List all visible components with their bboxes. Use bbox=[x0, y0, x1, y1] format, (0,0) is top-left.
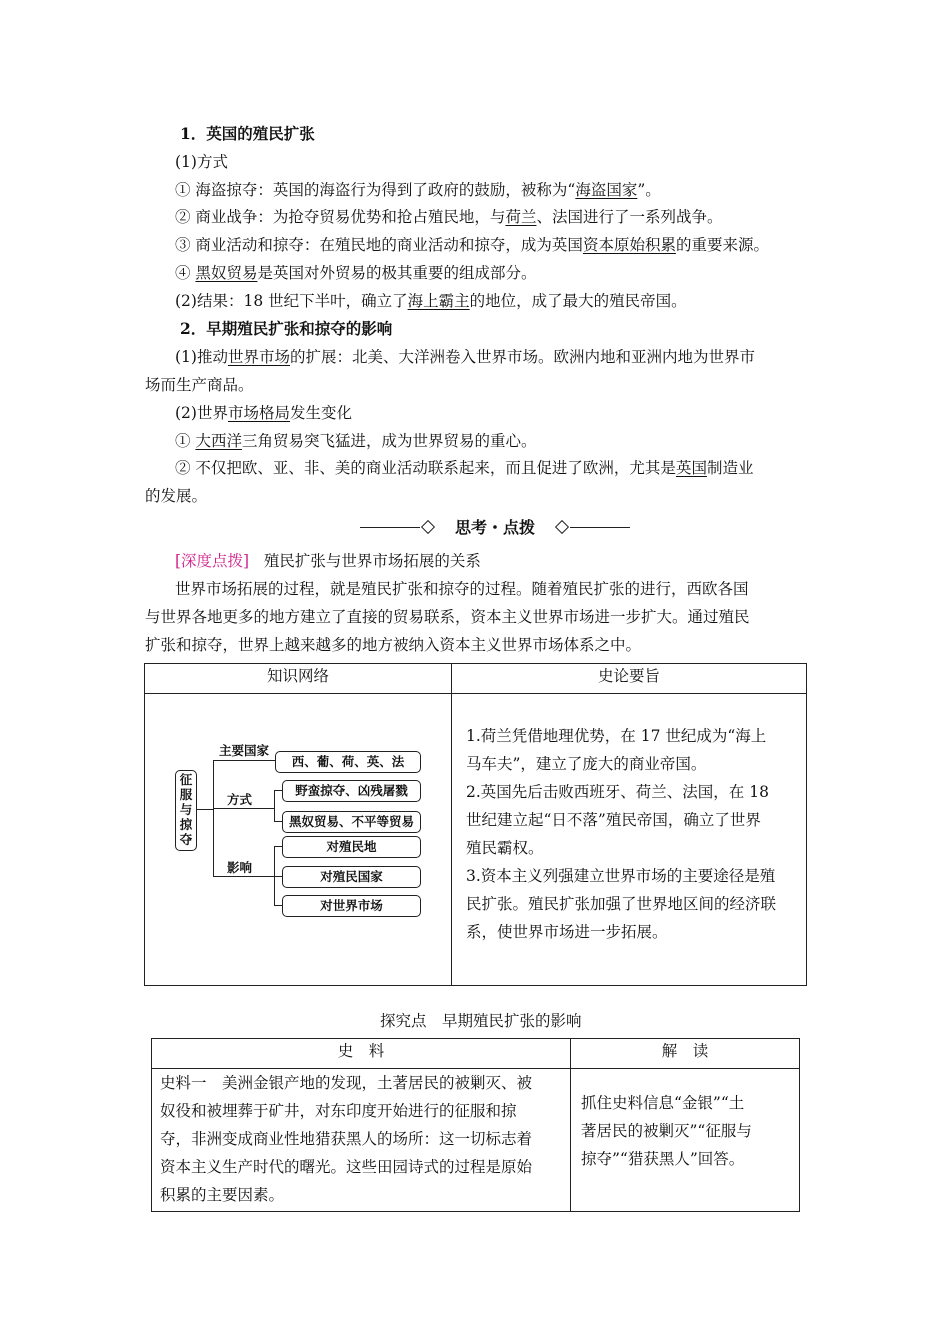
banner-rule-left bbox=[360, 527, 420, 528]
insight-tag: [深度点拨] bbox=[175, 552, 250, 570]
insight-line3: 扩张和掠夺，世界上越来越多的地方被纳入资本主义世界市场体系之中。 bbox=[145, 636, 642, 654]
section1-item3: ③ 商业活动和掠夺：在殖民地的商业活动和掠夺，成为英国资本原始积累的重要来源。 bbox=[175, 236, 769, 254]
diamond-icon bbox=[421, 520, 435, 534]
section2-p4: ② 不仅把欧、亚、非、美的商业活动联系起来，而且促进了欧洲，尤其是英国制造业 bbox=[175, 459, 754, 477]
diagram-connector bbox=[274, 905, 282, 906]
reading-line: 掠夺”“猎获黑人”回答。 bbox=[581, 1150, 745, 1168]
knowledge-network-header: 知识网络 bbox=[145, 664, 452, 694]
knowledge-diagram-cell bbox=[145, 694, 452, 986]
diagram-branch-impact: 影响 bbox=[227, 860, 253, 875]
point-line: 殖民霸权。 bbox=[466, 839, 544, 857]
diagram-root: 征服与掠夺 bbox=[175, 770, 197, 851]
diagram-connector bbox=[274, 876, 282, 877]
reading-line: 著居民的被剿灭”“征服与 bbox=[581, 1122, 752, 1140]
insight-heading: [深度点拨] 殖民扩张与世界市场拓展的关系 bbox=[175, 552, 481, 570]
insight-line1: 世界市场拓展的过程，就是殖民扩张和掠夺的过程。随着殖民扩张的进行，西欧各国 bbox=[175, 580, 749, 598]
reading-header: 解 读 bbox=[571, 1039, 800, 1069]
material-line: 资本主义生产时代的曙光。这些田园诗式的过程是原始 bbox=[160, 1158, 533, 1176]
section1-sub1: (1)方式 bbox=[175, 153, 228, 171]
section1-item1: ① 海盗掠夺：英国的海盗行为得到了政府的鼓励，被称为“海盗国家”。 bbox=[175, 181, 661, 199]
diagram-branch-countries: 主要国家 bbox=[219, 743, 270, 758]
section1-sub2: (2)结果：18 世纪下半叶，确立了海上霸主的地位，成了最大的殖民帝国。 bbox=[175, 292, 687, 310]
diamond-icon bbox=[555, 520, 569, 534]
section2-heading: 2．早期殖民扩张和掠夺的影响 bbox=[180, 319, 393, 338]
section2-p1-line2: 场而生产商品。 bbox=[145, 376, 254, 394]
history-points-header: 史论要旨 bbox=[452, 664, 807, 694]
diagram-connector bbox=[274, 790, 275, 822]
material-line: 积累的主要因素。 bbox=[160, 1186, 285, 1204]
material-line: 夺，非洲变成商业性地猎获黑人的场所：这一切标志着 bbox=[160, 1130, 533, 1148]
diagram-connector bbox=[213, 760, 214, 877]
diagram-connector bbox=[213, 808, 275, 809]
point-line: 马车夫”，建立了庞大的商业帝国。 bbox=[466, 755, 707, 773]
material-line: 奴役和被埋葬于矿井，对东印度开始进行的征服和掠 bbox=[160, 1102, 517, 1120]
diagram-box-impact-1: 对殖民地 bbox=[282, 836, 421, 858]
point-line: 系，使世界市场进一步拓展。 bbox=[466, 923, 668, 941]
section1-item4: ④ 黑奴贸易是英国对外贸易的极其重要的组成部分。 bbox=[175, 264, 537, 282]
section2-p2: (2)世界市场格局发生变化 bbox=[175, 404, 352, 422]
reading-line: 抓住史料信息“金银”“土 bbox=[581, 1094, 745, 1112]
history-points-cell bbox=[452, 694, 807, 986]
diagram-connector bbox=[274, 846, 282, 847]
point-line: 世纪建立起“日不落”殖民帝国，确立了世界 bbox=[466, 811, 761, 829]
knowledge-diagram bbox=[145, 694, 451, 984]
section2-p3: ① 大西洋三角贸易突飞猛进，成为世界贸易的重心。 bbox=[175, 432, 537, 450]
section1-heading: 1．英国的殖民扩张 bbox=[180, 124, 315, 143]
point-line: 民扩张。殖民扩张加强了世界地区间的经济联 bbox=[466, 895, 777, 913]
diagram-connector bbox=[274, 790, 282, 791]
reading-cell bbox=[571, 1069, 800, 1212]
diagram-connector bbox=[274, 821, 282, 822]
point-line: 3.资本主义列强建立世界市场的主要途径是殖 bbox=[466, 867, 776, 885]
insight-line2: 与世界各地更多的地方建立了直接的贸易联系，资本主义世界市场进一步扩大。通过殖民 bbox=[145, 608, 750, 626]
think-banner bbox=[360, 516, 630, 540]
diagram-connector bbox=[213, 876, 275, 877]
diagram-box-countries: 西、葡、荷、英、法 bbox=[275, 751, 421, 773]
section2-p4-line2: 的发展。 bbox=[145, 487, 208, 505]
inquiry-table bbox=[151, 1038, 800, 1212]
point-line: 1.荷兰凭借地理优势，在 17 世纪成为“海上 bbox=[466, 727, 767, 745]
banner-rule-right bbox=[570, 527, 630, 528]
inquiry-title: 探究点 早期殖民扩张的影响 bbox=[380, 1012, 582, 1030]
diagram-box-impact-3: 对世界市场 bbox=[282, 895, 421, 917]
diagram-branch-methods: 方式 bbox=[227, 792, 253, 807]
diagram-connector bbox=[213, 760, 275, 761]
banner-title: 思考・点拨 bbox=[454, 518, 535, 537]
material-line: 史料一 美洲金银产地的发现，土著居民的被剿灭、被 bbox=[160, 1074, 533, 1092]
point-line: 2.英国先后击败西班牙、荷兰、法国，在 18 bbox=[466, 783, 769, 801]
diagram-box-impact-2: 对殖民国家 bbox=[282, 866, 421, 888]
diagram-connector bbox=[197, 809, 214, 810]
material-header: 史 料 bbox=[152, 1039, 571, 1069]
diagram-box-method-2: 黑奴贸易、不平等贸易 bbox=[282, 811, 421, 833]
section1-item2: ② 商业战争：为抢夺贸易优势和抢占殖民地，与荷兰、法国进行了一系列战争。 bbox=[175, 208, 723, 226]
material-cell bbox=[152, 1069, 571, 1212]
knowledge-table bbox=[144, 663, 807, 986]
section2-p1: (1)推动世界市场的扩展：北美、大洋洲卷入世界市场。欧洲内地和亚洲内地为世界市 bbox=[175, 348, 755, 366]
diagram-box-method-1: 野蛮掠夺、凶残屠戮 bbox=[282, 780, 421, 802]
